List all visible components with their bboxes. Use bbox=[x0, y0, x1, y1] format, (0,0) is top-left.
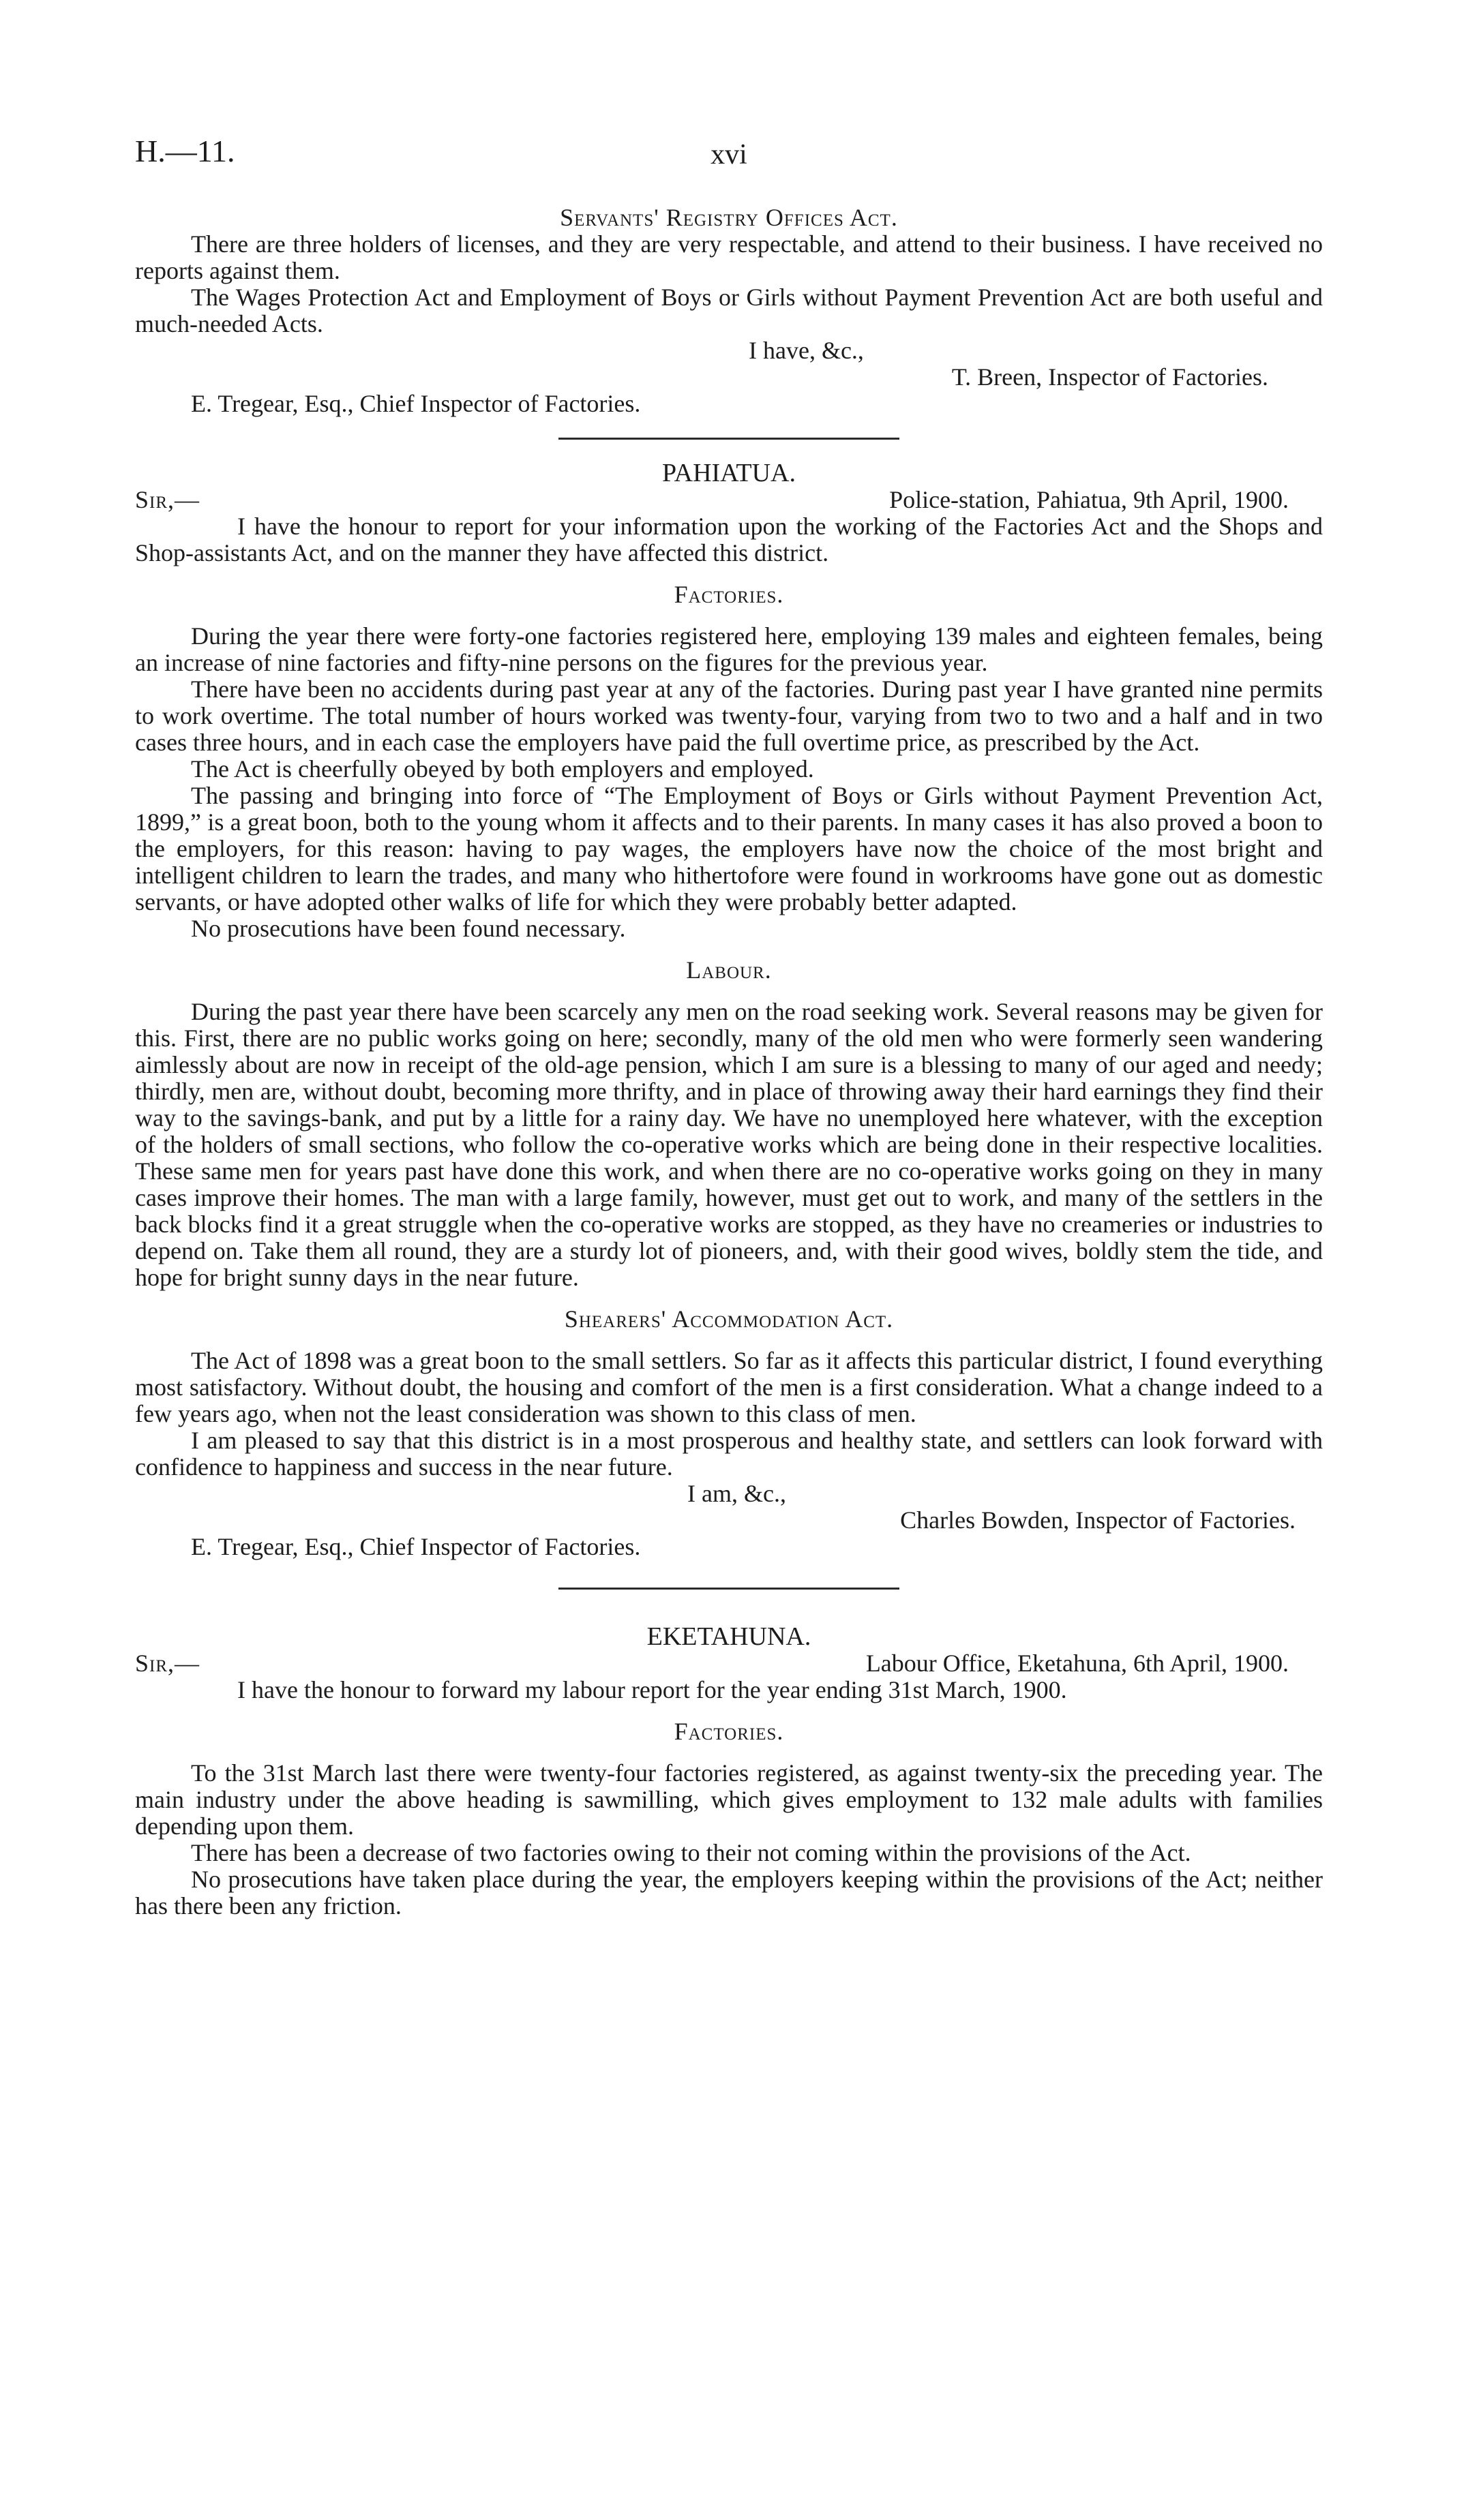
pahiatua-shearers-heading: Shearers' Accommodation Act. bbox=[564, 1305, 894, 1333]
section-divider bbox=[558, 438, 899, 440]
pahiatua-intro: I have the honour to report for your information upon the working of the Factories Act and the Shops and Shop-assistants Act, and on the manner they have affected this district. bbox=[135, 513, 1323, 566]
pahiatua-labour-heading: Labour. bbox=[686, 956, 772, 984]
eketahuna-title: EKETAHUNA. bbox=[646, 1622, 811, 1651]
servants-act-signature: T. Breen, Inspector of Factories. bbox=[951, 363, 1268, 391]
servants-act-heading: Servants' Registry Offices Act. bbox=[560, 204, 898, 231]
pahiatua-shearers-paragraph: I am pleased to say that this district is in a most prosperous and healthy state, and settlers can look forward with confidence to happiness and success in the near future. bbox=[135, 1427, 1323, 1481]
servants-act-closing: I have, &c., bbox=[749, 337, 864, 364]
section-divider bbox=[558, 1588, 899, 1590]
eketahuna-factories-paragraph: To the 31st March last there were twenty-four factories registered, as against twenty-six the preceding year. The main industry under the above heading is sawmilling, which gives employment to 132 male adults with families depending upon them. bbox=[135, 1759, 1323, 1840]
pahiatua-factories-paragraph: The Act is cheerfully obeyed by both employers and employed. bbox=[191, 755, 814, 783]
eketahuna-factories-paragraph: No prosecutions have taken place during the year, the employers keeping within the provisions of the Act; neither has there been any friction. bbox=[135, 1866, 1323, 1919]
pahiatua-factories-paragraph: The passing and bringing into force of “The Employment of Boys or Girls without Payment Prevention Act, 1899,” is a great boon, both to the young whom it affects and to their parents. In many cases it has also proved a boon to the employers, for this reason: having to pay wages, the employers have now the choice of the most bright and intelligent children to learn the trades, and many who hithertofore were found in workrooms have gone out as domestic servants, or have adopted other walks of life for which they were probably better adapted. bbox=[135, 782, 1323, 915]
pahiatua-factories-paragraph: During the year there were forty-one factories registered here, employing 139 males and eighteen females, being an increase of nine factories and fifty-nine persons on the figures for the previous year. bbox=[135, 622, 1323, 676]
eketahuna-factories-paragraph: There has been a decrease of two factories owing to their not coming within the provisions of the Act. bbox=[191, 1839, 1191, 1866]
eketahuna-factories-heading: Factories. bbox=[674, 1718, 784, 1745]
eketahuna-salutation-line bbox=[135, 1650, 1323, 1677]
pahiatua-addressee: E. Tregear, Esq., Chief Inspector of Factories. bbox=[191, 1533, 641, 1560]
page-reference: H.—11. bbox=[135, 134, 235, 168]
pahiatua-location-date: Police-station, Pahiatua, 9th April, 1900. bbox=[889, 486, 1289, 513]
document-page bbox=[135, 130, 1323, 1919]
eketahuna-intro: I have the honour to forward my labour report for the year ending 31st March, 1900. bbox=[237, 1676, 1067, 1703]
pahiatua-signature: Charles Bowden, Inspector of Factories. bbox=[900, 1506, 1296, 1534]
page-number: xvi bbox=[710, 139, 747, 170]
eketahuna-salutation: Sir,— bbox=[135, 1650, 200, 1677]
pahiatua-salutation-line bbox=[135, 487, 1323, 513]
eketahuna-location-date: Labour Office, Eketahuna, 6th April, 1900. bbox=[865, 1650, 1289, 1677]
servants-act-addressee: E. Tregear, Esq., Chief Inspector of Factories. bbox=[191, 390, 641, 417]
pahiatua-title: PAHIATUA. bbox=[661, 459, 796, 487]
pahiatua-factories-heading: Factories. bbox=[674, 581, 784, 608]
servants-act-paragraph-1: There are three holders of licenses, and they are very respectable, and attend to their business. I have received no reports against them. bbox=[135, 230, 1323, 284]
pahiatua-shearers-paragraph: The Act of 1898 was a great boon to the small settlers. So far as it affects this particular district, I found everything most satisfactory. Without doubt, the housing and comfort of the men is a first consideration. What a change indeed to a few years ago, when not the least consideration was shown to this class of men. bbox=[135, 1347, 1323, 1427]
pahiatua-salutation: Sir,— bbox=[135, 486, 200, 513]
page-header bbox=[135, 130, 1323, 204]
pahiatua-labour-paragraph: During the past year there have been scarcely any men on the road seeking work. Several reasons may be given for this. First, there are no public works going on here; secondly, many of the old men who were formerly seen wandering aimlessly about are now in receipt of the old-age pension, which I am sure is a blessing to many of our aged and needy; thirdly, men are, without doubt, becoming more thrifty, and in place of throwing away their hard earnings they find their way to the savings-bank, and put by a little for a rainy day. We have no unemployed here whatever, with the exception of the holders of small sections, who follow the co-operative works which are being done in their respective localities. These same men for years past have done this work, and when there are no co-operative works going on they in many cases improve their homes. The man with a large family, however, must get out to work, and many of the settlers in the back blocks find it a great struggle when the co-operative works are stopped, as they have no creameries or industries to depend on. Take them all round, they are a sturdy lot of pioneers, and, with their good wives, boldly stem the tide, and hope for bright sunny days in the near future. bbox=[135, 998, 1323, 1291]
pahiatua-closing: I am, &c., bbox=[687, 1480, 786, 1507]
pahiatua-factories-paragraph: There have been no accidents during past year at any of the factories. During past year I have granted nine permits to work overtime. The total number of hours worked was twenty-four, varying from two to two and a half and in two cases three hours, and in each case the employers have paid the full overtime price, as prescribed by the Act. bbox=[135, 675, 1323, 756]
pahiatua-factories-paragraph: No prosecutions have been found necessary. bbox=[191, 915, 626, 942]
servants-act-paragraph-2: The Wages Protection Act and Employment of Boys or Girls without Payment Prevention Act are both useful and much-needed Acts. bbox=[135, 284, 1323, 337]
